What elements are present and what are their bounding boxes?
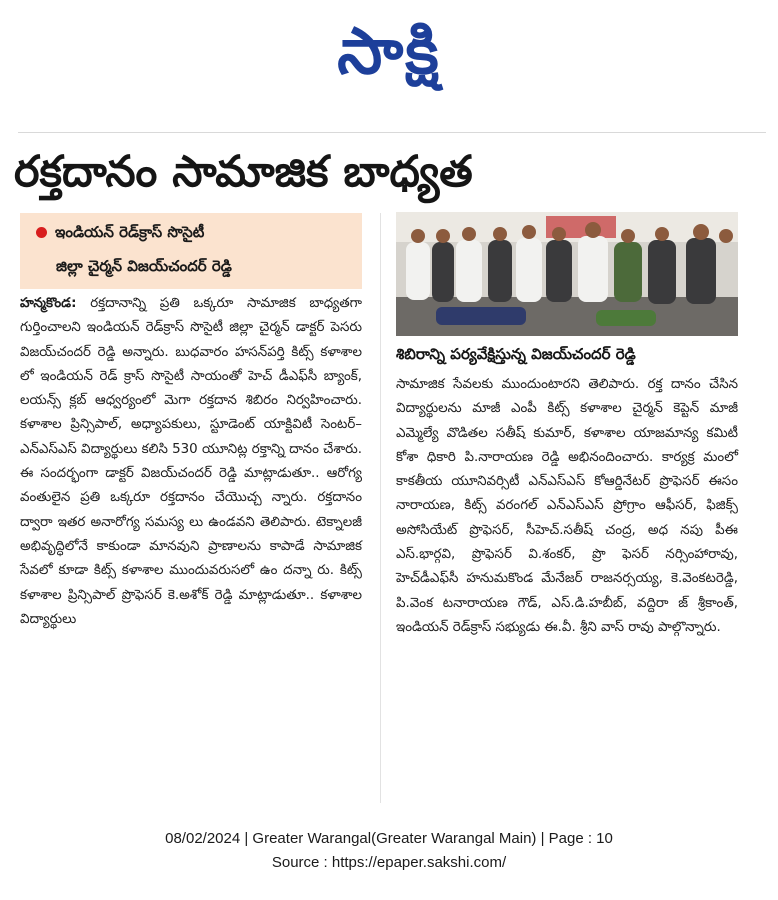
article-dateline: హన్మకొండ: <box>20 296 77 311</box>
article-body-1: రక్తదానాన్ని ప్రతి ఒక్కరూ సామాజిక బాధ్యతగా గుర్తించాలని ఇండియన్ రెడ్‌క్రాస్ సొసైటీ జిల్లా చైర్మన్ డాక్టర్ పెసరు విజయ్‌చందర్ రెడ్డి అన్నారు. బుధవారం హసన్‌పర్తి కిట్స్ కళాశాల లో ఇండియన్ రెడ్ క్రాస్ సొసైటీ సాయంతో హెచ్ డీఎఫ్‌సీ బ్యాంక్, లయన్స్ క్లబ్ ఆధ్వర్యంలో మెగా రక్తదాన శిబిరం నిర్వహించారు. కళాశాల ప్రిన్సిపాల్, అధ్యాపకులు, స్టూడెంట్ యాక్టివిటీ సెంటర్–ఎన్‌ఎస్‌ఎస్ విద్యార్థులు కలిసి 530 యూనిట్ల రక్తాన్ని దానం చేశారు. ఈ సందర్భంగా డాక్టర్ విజయ్‌చందర్ రెడ్డి మాట్లాడుతూ.. ఆరోగ్య వంతులైన ప్రతి ఒక్కరూ రక్తదానం చేయొచ్చ న్నారు. రక్తదానం ద్వారా ఇతర అనారోగ్య సమస్య లు ఉండవని తెలిపారు. టెక్నాలజీ అభివృద్ధిలోనే కాకుండా మానవుని ప్రాణాలను కాపాడే సామాజిక సేవలో కూడా కిట్స్ కళాశాల ముందువరుసలో ఉం దన్నా రు. కిట్స్ కళాశాల ప్రిన్సిపాల్ ప్రొఫెసర్ కె.అశోక్ రెడ్డి మాట్లాడుతూ.. కళాశాల విద్యార్థులు <box>20 296 363 627</box>
article-column-2 <box>396 373 738 640</box>
subheadline-text-1: ఇండియన్ రెడ్‌క్రాస్ సొసైటీ <box>55 223 205 241</box>
blood-donation-camp-photo <box>396 212 738 336</box>
footer-publication-info: 08/02/2024 | Greater Warangal(Greater Warangal Main) | Page : 10 <box>165 830 613 847</box>
subheadline-line-2: జిల్లా చైర్మన్ విజయ్‌చందర్ రెడ్డి <box>56 257 232 275</box>
photo-caption: శిబిరాన్ని పర్యవేక్షిస్తున్న విజయ్‌చందర్ రెడ్డి <box>396 345 636 363</box>
subheadline-box <box>20 213 362 289</box>
newspaper-masthead-logo: సాక్షి <box>337 15 441 89</box>
footer-source-link[interactable]: Source : https://epaper.sakshi.com/ <box>271 854 507 871</box>
article-headline: రక్తదానం సామాజిక బాధ్యత <box>14 147 473 197</box>
masthead-divider <box>18 132 766 133</box>
article-column-1 <box>20 292 362 632</box>
column-divider <box>380 213 381 803</box>
article-body-2: సామాజిక సేవలకు ముందుంటారని తెలిపారు. రక్త దానం చేసిన విద్యార్థులను మాజీ ఎంపీ కిట్స్ కళాశాల చైర్మన్ కెప్టెన్ మాజీ ఎమ్మెల్యే వొడితల సతీష్ కుమార్, కళాశాల యాజమాన్య కమిటీ కోశా ధికారి పి.నారాయణ రెడ్డి అభినందించారు. కార్యక్ర మంలో కాకతీయ యూనివర్సిటీ ఎన్‌ఎస్‌ఎస్ కోఆర్డినేటర్ ప్రొఫెసర్ ఈసం నారాయణ, కిట్స్ వరంగల్ ఎన్‌ఎస్‌ఎస్ ప్రోగ్రాం ఆఫీసర్, ఫిజిక్స్ అసోసియేట్ ప్రొఫెసర్, సీహెచ్.సతీష్ చంద్ర, అధ నపు పీఈ ఎస్.భార్గవి, ప్రొఫెసర్ వి.శంకర్, ప్రొ ఫెసర్ నర్సింహారావు, హెచ్‌డీఎఫ్‌సీ హనుమకొండ మేనేజర్ రాజనర్సయ్య, కె.వెంకటరెడ్డి, పి.వెంక టనారాయణ గౌడ్, ఎస్.డి.హబీబ్, వద్దిరా జ్ శ్రీకాంత్, ఇండియన్ రెడ్‌క్రాస్ సభ్యుడు ఈ.వీ. శ్రీని వాస్ రావు పాల్గొన్నారు. <box>396 377 738 635</box>
news-photo <box>396 212 738 336</box>
subheadline-line-1 <box>36 223 204 245</box>
red-bullet-icon <box>36 227 47 238</box>
